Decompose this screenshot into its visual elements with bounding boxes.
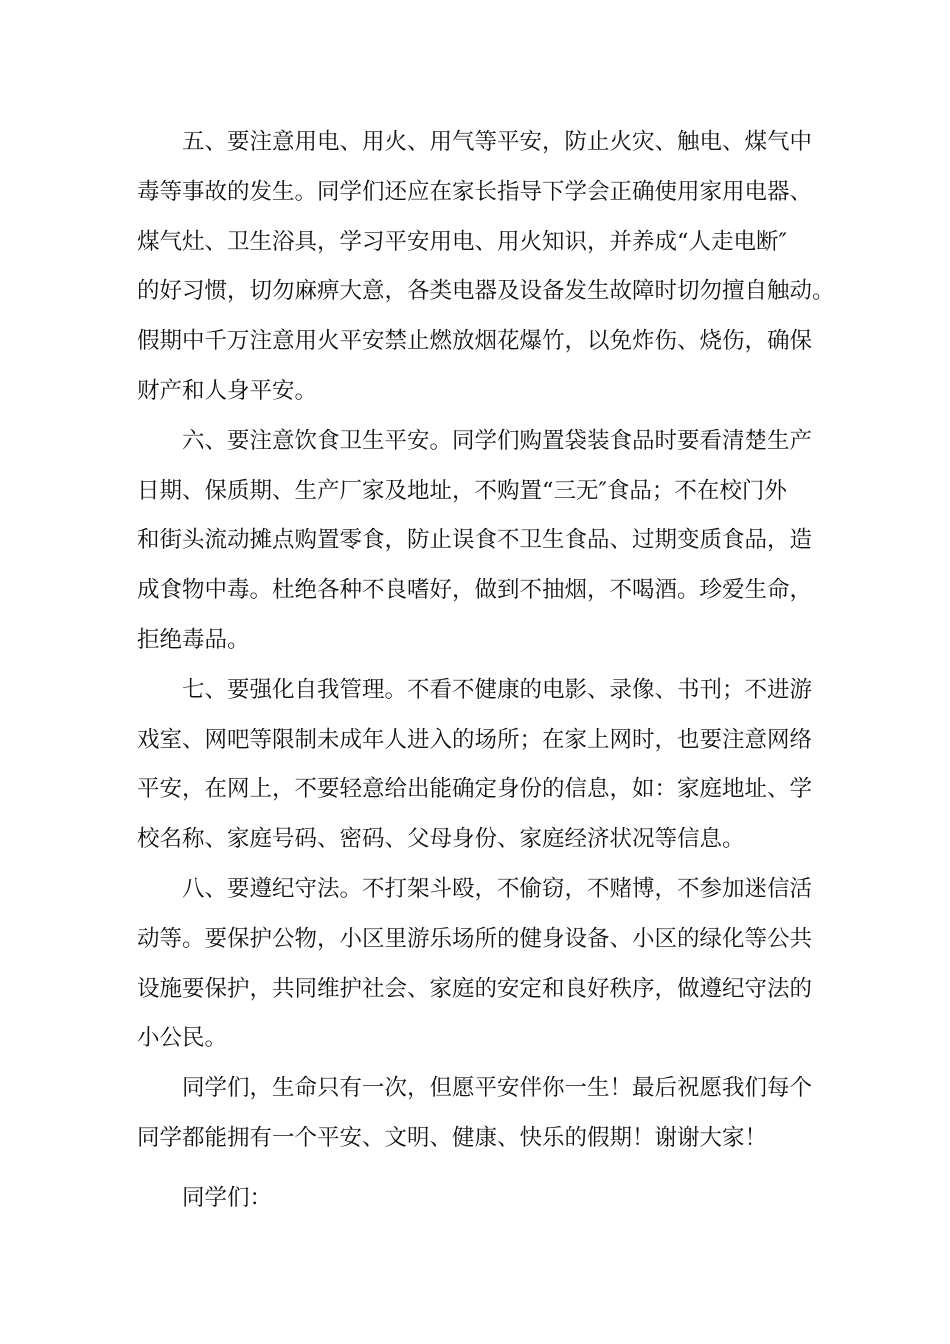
paragraph-line: 财产和人身平安。 <box>137 377 318 404</box>
paragraph-line: 同学们： <box>182 1184 273 1211</box>
paragraph-line: 平安，在网上，不要轻意给出能确定身份的信息，如：家庭地址、学 <box>137 776 813 803</box>
paragraph-line: 拒绝毒品。 <box>137 626 250 653</box>
paragraph-line: 小公民。 <box>137 1025 228 1052</box>
paragraph-line: 同学都能拥有一个平安、文明、健康、快乐的假期！谢谢大家！ <box>137 1124 768 1151</box>
paragraph-closing-wishes <box>137 1064 827 1164</box>
paragraph-line: 六、要注意饮食卫生平安。同学们购置袋装食品时要看清楚生产 <box>182 427 813 454</box>
paragraph-5-safety-electric-fire <box>137 118 835 417</box>
paragraph-line: 戏室、网吧等限制未成年人进入的场所；在家上网时，也要注意网络 <box>137 726 813 753</box>
paragraph-line: 八、要遵纪守法。不打架斗殴，不偷窃，不赌博，不参加迷信活 <box>182 875 813 902</box>
paragraph-line: 毒等事故的发生。同学们还应在家长指导下学会正确使用家用电器、 <box>137 178 813 205</box>
paragraph-line: 成食物中毒。杜绝各种不良嗜好，做到不抽烟，不喝酒。珍爱生命， <box>137 577 813 604</box>
paragraph-line: 五、要注意用电、用火、用气等平安，防止火灾、触电、煤气中 <box>182 129 813 155</box>
paragraph-7-self-management <box>137 666 827 865</box>
paragraph-line: 的好习惯，切勿麻痹大意，各类电器及设备发生故障时切勿擅自触动。 <box>137 278 835 305</box>
paragraph-line: 设施要保护，共同维护社会、家庭的安定和良好秩序，做遵纪守法的 <box>137 975 813 1002</box>
paragraph-line: 日期、保质期、生产厂家及地址，不购置“三无″食品；不在校门外 <box>137 477 787 504</box>
paragraph-8-law-abiding <box>137 865 827 1064</box>
paragraph-salutation <box>137 1174 827 1224</box>
paragraph-line: 假期中千万注意用火平安禁止燃放烟花爆竹，以免炸伤、烧伤，确保 <box>137 328 813 355</box>
paragraph-6-food-safety <box>137 417 827 666</box>
paragraph-line: 动等。要保护公物，小区里游乐场所的健身设备、小区的绿化等公共 <box>137 925 813 952</box>
paragraph-line: 同学们，生命只有一次，但愿平安伴你一生！最后祝愿我们每个 <box>182 1075 813 1102</box>
paragraph-line: 七、要强化自我管理。不看不健康的电影、录像、书刊；不进游 <box>182 676 813 703</box>
document-body <box>137 118 835 1224</box>
paragraph-line: 煤气灶、卫生浴具，学习平安用电、用火知识，并养成“人走电断″ <box>137 228 787 255</box>
paragraph-line: 校名称、家庭号码、密码、父母身份、家庭经济状况等信息。 <box>137 826 745 853</box>
paragraph-line: 和街头流动摊点购置零食，防止误食不卫生食品、过期变质食品，造 <box>137 527 813 554</box>
